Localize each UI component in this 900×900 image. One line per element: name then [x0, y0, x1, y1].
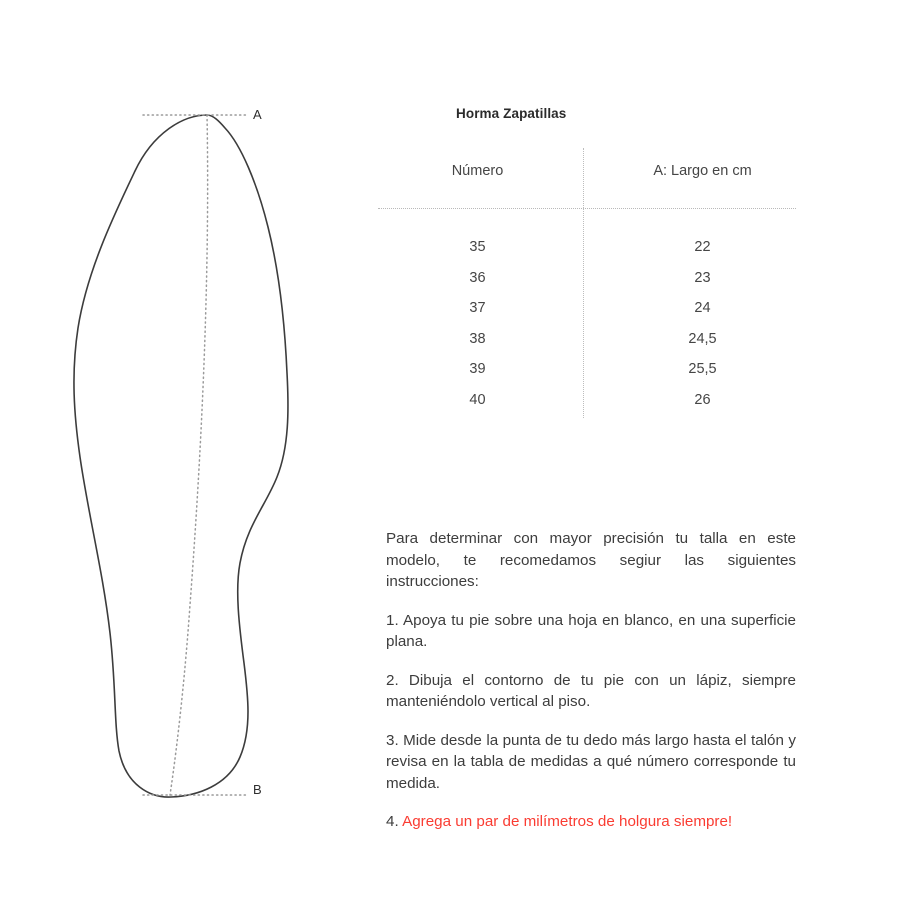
cell-largo: 26	[694, 391, 711, 408]
instructions-intro: Para determinar con mayor precisión tu talla en este modelo, te recomedamos segiur las siguientes instrucciones:	[386, 530, 796, 590]
table-row	[370, 293, 810, 324]
insole-outline-path	[74, 115, 288, 797]
center-guide-line	[170, 115, 208, 795]
insole-outline-diagram	[40, 85, 340, 825]
table-row	[370, 263, 810, 294]
cell-numero: 36	[469, 269, 486, 286]
cell-numero: 40	[469, 391, 486, 408]
marker-label-b: B	[253, 782, 262, 797]
cell-largo: 24,5	[688, 330, 717, 347]
instruction-step-2: 2. Dibuja el contorno de tu pie con un lápiz, siempre manteniéndolo vertical al piso.	[386, 671, 796, 710]
table-header-rule	[378, 208, 796, 209]
instruction-step-4-text: Agrega un par de milímetros de holgura siempre!	[402, 813, 733, 830]
table-row	[370, 232, 810, 263]
insole-svg	[40, 85, 340, 825]
cell-largo: 25,5	[688, 361, 717, 378]
cell-largo: 22	[694, 239, 711, 256]
cell-numero: 38	[469, 330, 486, 347]
cell-numero: 37	[469, 300, 486, 317]
table-row	[370, 354, 810, 385]
cell-largo: 23	[694, 269, 711, 286]
column-header-largo: A: Largo en cm	[653, 163, 752, 179]
instructions-block	[386, 528, 796, 833]
table-row	[370, 324, 810, 355]
cell-numero: 39	[469, 361, 486, 378]
instruction-step-3: 3. Mide desde la punta de tu dedo más largo hasta el talón y revisa en la tabla de medidas a qué número corresponde tu medida.	[386, 731, 796, 792]
marker-label-a: A	[253, 107, 262, 122]
table-header-row	[370, 140, 810, 202]
instruction-step-1: 1. Apoya tu pie sobre una hoja en blanco, en una superficie plana.	[386, 611, 796, 650]
right-panel	[370, 0, 840, 900]
cell-numero: 35	[469, 239, 486, 256]
size-table	[370, 140, 810, 408]
table-body	[370, 232, 810, 415]
table-row	[370, 385, 810, 416]
instruction-step-4-number: 4.	[386, 813, 399, 830]
column-header-numero: Número	[451, 163, 504, 179]
instruction-step-4	[386, 811, 796, 833]
table-title: Horma Zapatillas	[456, 106, 567, 121]
cell-largo: 24	[694, 300, 711, 317]
